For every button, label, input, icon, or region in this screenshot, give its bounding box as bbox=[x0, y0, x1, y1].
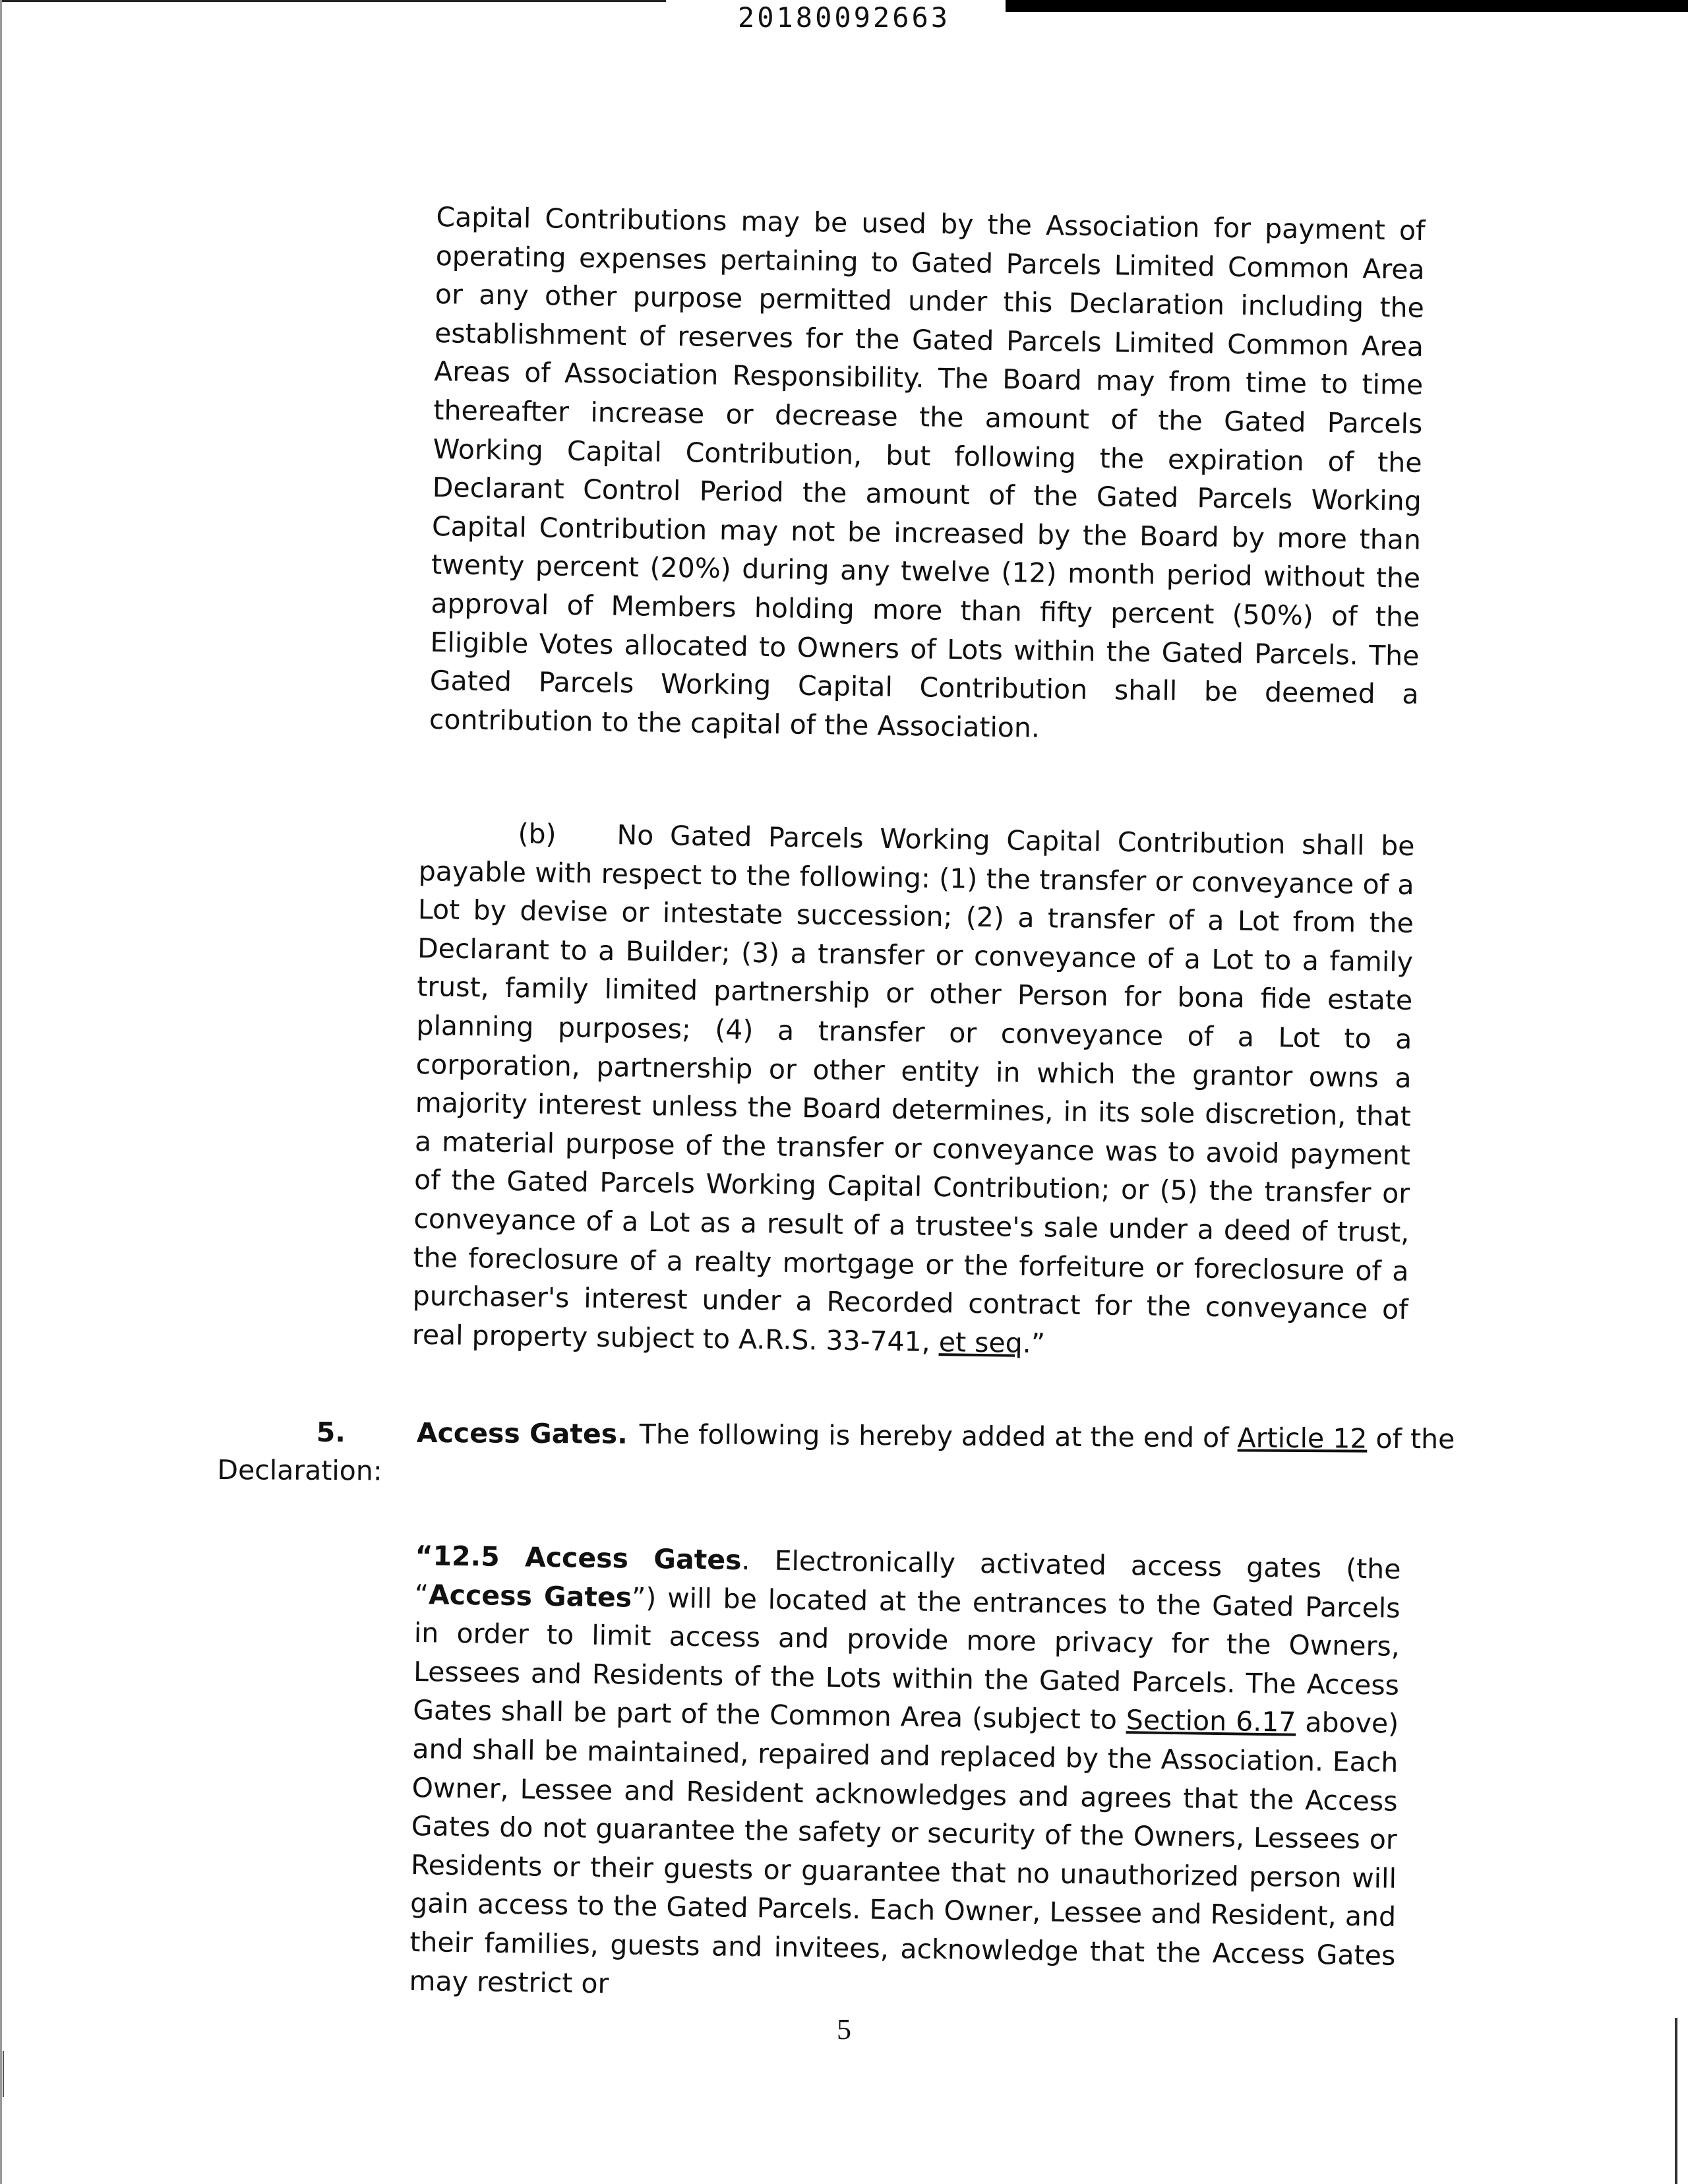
open-quote: “ bbox=[415, 1539, 433, 1572]
section-title: Access Gates. bbox=[416, 1416, 628, 1450]
article-reference: Article 12 bbox=[1237, 1422, 1368, 1455]
paragraph-b bbox=[412, 813, 1415, 1368]
section-6-17-reference: Section 6.17 bbox=[1126, 1704, 1296, 1739]
section-12-5-text-1: ”) will be located at the entrances to the Gated Parcels in order to limit access and provide more privacy for the Owners, Lessees and Residents of the Lots within the Gated Parcels. The Access Gates shall be part of the Common Area (subject to bbox=[412, 1581, 1401, 1736]
section-12-5-text-2: above) and shall be maintained, repaired and replaced by the Association. Each Owner, Lessee and Resident acknowledges and agrees that the Access Gates do not guarantee the safety or security of the Owners, Lessees or Residents or their guests or guarantee that no unauthorized person will gain access to the Gated Parcels. Each Owner, Lessee and Resident, and their families, guests and invitees, acknowledge that the Access Gates may restrict or bbox=[409, 1707, 1399, 1999]
section-continuation: Declaration: bbox=[217, 1453, 382, 1487]
scan-mark bbox=[3, 2051, 4, 2097]
defined-term-access-gates: Access Gates bbox=[428, 1578, 632, 1614]
section-text-after: of the bbox=[1375, 1422, 1455, 1455]
section-12-5-paragraph bbox=[409, 1536, 1401, 2014]
section-12-5-intro: . Electronically activated access gates (the “ bbox=[414, 1544, 1401, 1610]
scan-border-left bbox=[0, 0, 2, 2184]
recording-number: 20180092663 bbox=[737, 1, 951, 34]
section-title-line bbox=[417, 1414, 1455, 1459]
section-number: 5. bbox=[316, 1416, 346, 1449]
paragraph-b-closing: .” bbox=[1022, 1327, 1046, 1360]
paragraph-working-capital: Capital Contributions may be used by the Association for payment of operating expenses pertaining to Gated Parcels Limited Common Area or any other purpose permitted under this Declaration including the establishment of reserves for the Gated Parcels Limited Common Area Areas of Association Responsibility. The Board may from time to time thereafter increase or decrease the amount of the Gated Parcels Working Capital Contribution, but following the expiration of the Declarant Control Period the amount of the Gated Parcels Working Capital Contribution may not be increased by the Board by more than twenty percent (20%) during any twelve (12) month period without the approval of Members holding more than fifty percent (50%) of the Eligible Votes allocated to Owners of Lots within the Gated Parcels. The Gated Parcels Working Capital Contribution shall be deemed a contribution to the capital of the Association. bbox=[429, 200, 1426, 744]
section-text-before: The following is hereby added at the end of bbox=[639, 1418, 1229, 1454]
paragraph-b-label: (b) bbox=[518, 818, 557, 850]
paragraph-b-text: No Gated Parcels Working Capital Contribution shall be payable with respect to the following: (1) the transfer or conveyance of a Lot by devise or intestate succession; (2) a transfer of a Lot from the Declarant to a Builder; (3) a transfer or conveyance of a Lot to a family trust, family limited partnership or other Person for bona fide estate planning purposes; (4) a transfer or conveyance of a Lot to a corporation, partnership or other entity in which the grantor owns a majority interest unless the Board determines, in its sole discretion, that a material purpose of the transfer or conveyance was to avoid payment of the Gated Parcels Working Capital Contribution; or (5) the transfer or conveyance of a Lot as a result of a trustee's sale under a deed of trust, the foreclosure of a realty mortgage or the forfeiture or foreclosure of a purchaser's interest under a Recorded contract for the conveyance of real property subject to A.R.S. 33-741, bbox=[411, 819, 1415, 1358]
section-5 bbox=[217, 1412, 1523, 1487]
section-12-5-heading: 12.5 Access Gates bbox=[433, 1540, 742, 1576]
et-seq-citation: et seq bbox=[938, 1325, 1023, 1359]
page-number: 5 bbox=[837, 2013, 851, 2046]
paragraph-indent bbox=[419, 841, 518, 843]
